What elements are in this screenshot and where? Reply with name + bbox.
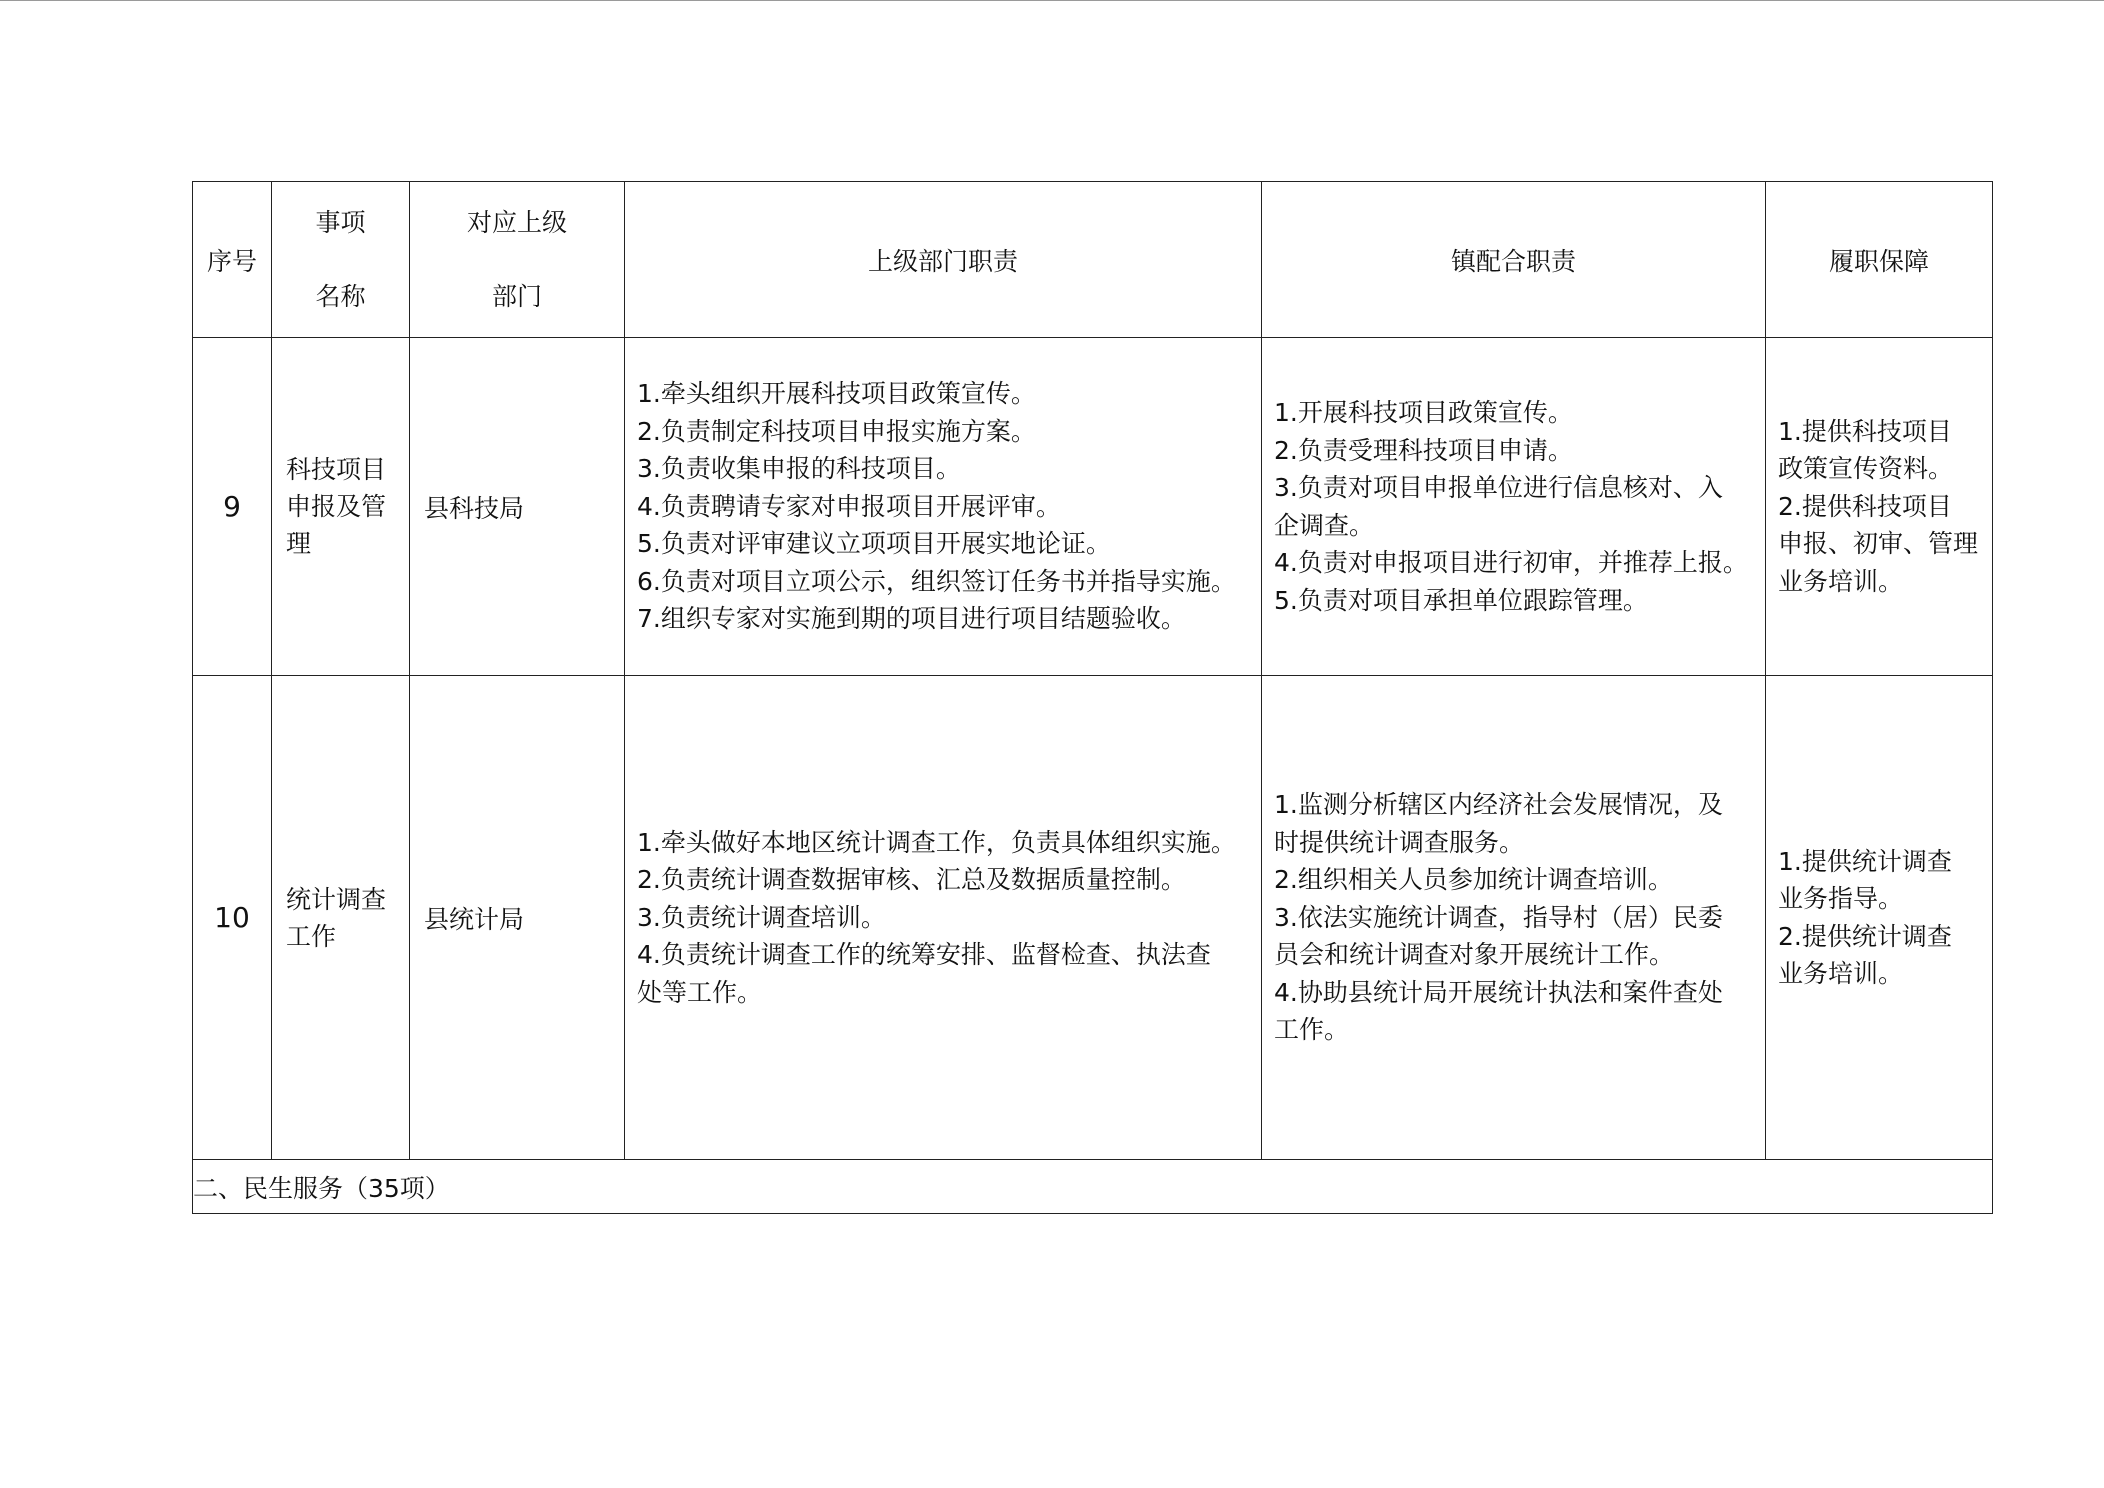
duty-line: 1.开展科技项目政策宣传。 (1274, 398, 1573, 427)
duty-line: 1.监测分析辖区内经济社会发展情况，及 (1274, 790, 1723, 820)
row-town-duties (1262, 676, 1766, 1160)
guarantee-line: 政策宣传资料。 (1778, 454, 1954, 484)
row-item-name-line: 工作 (286, 921, 337, 951)
header-seq: 序号 (193, 182, 272, 338)
header-upper-duties: 上级部门职责 (625, 182, 1262, 338)
duty-line: 7.组织专家对实施到期的项目进行项目结题验收。 (637, 604, 1186, 634)
guarantee-line: 1.提供科技项目 (1778, 416, 1952, 446)
section-row (193, 1160, 1993, 1214)
row-item-name-line: 申报及管 (286, 492, 387, 521)
table-row (193, 676, 1993, 1160)
guarantee-line: 申报、初审、管理 (1778, 529, 1979, 559)
page-top-border (0, 0, 2104, 1)
guarantee-line: 2.提供科技项目 (1778, 491, 1952, 521)
row-town-duties (1262, 338, 1766, 676)
duty-line: 1.牵头组织开展科技项目政策宣传。 (637, 379, 1036, 409)
header-row (193, 182, 1993, 338)
header-item-name-line-1: 事项 (315, 207, 366, 237)
header-guarantee: 履职保障 (1766, 182, 1993, 338)
duty-line: 时提供统计调查服务。 (1274, 827, 1525, 857)
duty-line: 5.负责对项目承担单位跟踪管理。 (1274, 585, 1648, 615)
row-upper-dept: 县统计局 (410, 676, 625, 1160)
guarantee-line: 业务培训。 (1778, 959, 1904, 988)
row-guarantee (1766, 338, 1993, 676)
row-item-name-line: 理 (286, 529, 312, 558)
row-upper-duties (625, 338, 1262, 676)
duty-line: 6.负责对项目立项公示，组织签订任务书并指导实施。 (637, 566, 1236, 596)
guarantee-line: 业务指导。 (1778, 884, 1904, 913)
row-upper-duties (625, 676, 1262, 1160)
row-item-name-line: 科技项目 (286, 455, 387, 484)
header-item-name (272, 182, 410, 338)
duty-line: 4.负责统计调查工作的统筹安排、监督检查、执法查 (637, 940, 1211, 970)
header-upper-dept (410, 182, 625, 338)
row-item-name (272, 338, 410, 676)
row-seq: 9 (193, 338, 272, 676)
guarantee-line: 1.提供统计调查 (1778, 846, 1952, 876)
duty-table (192, 181, 1993, 1214)
guarantee-line: 2.提供统计调查 (1778, 921, 1952, 951)
duty-line: 4.协助县统计局开展统计执法和案件查处 (1274, 977, 1723, 1007)
duty-line: 2.负责制定科技项目申报实施方案。 (637, 416, 1036, 446)
duty-line: 3.依法实施统计调查，指导村（居）民委 (1274, 902, 1723, 932)
row-item-name (272, 676, 410, 1160)
row-seq: 10 (193, 676, 272, 1160)
duty-line: 处等工作。 (637, 977, 763, 1007)
duty-line: 2.组织相关人员参加统计调查培训。 (1274, 865, 1673, 895)
table-row (193, 338, 1993, 676)
row-item-name-line: 统计调查 (286, 884, 387, 914)
header-upper-dept-line-2: 部门 (491, 281, 542, 311)
row-upper-dept: 县科技局 (410, 338, 625, 676)
duty-line: 4.负责聘请专家对申报项目开展评审。 (637, 491, 1061, 521)
duty-line: 工作。 (1274, 1015, 1350, 1045)
duty-line: 3.负责对项目申报单位进行信息核对、入 (1274, 473, 1723, 502)
section-heading: 二、民生服务（35项） (193, 1160, 1993, 1214)
duty-line: 1.牵头做好本地区统计调查工作，负责具体组织实施。 (637, 827, 1236, 857)
header-item-name-line-2: 名称 (315, 281, 366, 311)
duty-line: 5.负责对评审建议立项项目开展实地论证。 (637, 529, 1111, 559)
header-town-duties: 镇配合职责 (1262, 182, 1766, 338)
row-guarantee (1766, 676, 1993, 1160)
duty-line: 3.负责收集申报的科技项目。 (637, 454, 961, 484)
duty-line: 4.负责对申报项目进行初审，并推荐上报。 (1274, 548, 1748, 577)
header-upper-dept-line-1: 对应上级 (466, 207, 567, 237)
duty-line: 2.负责受理科技项目申请。 (1274, 435, 1573, 465)
guarantee-line: 业务培训。 (1778, 566, 1904, 596)
duty-line: 员会和统计调查对象开展统计工作。 (1274, 940, 1675, 970)
duty-line: 2.负责统计调查数据审核、汇总及数据质量控制。 (637, 865, 1186, 895)
duty-line: 3.负责统计调查培训。 (637, 902, 886, 932)
duty-line: 企调查。 (1274, 510, 1375, 540)
